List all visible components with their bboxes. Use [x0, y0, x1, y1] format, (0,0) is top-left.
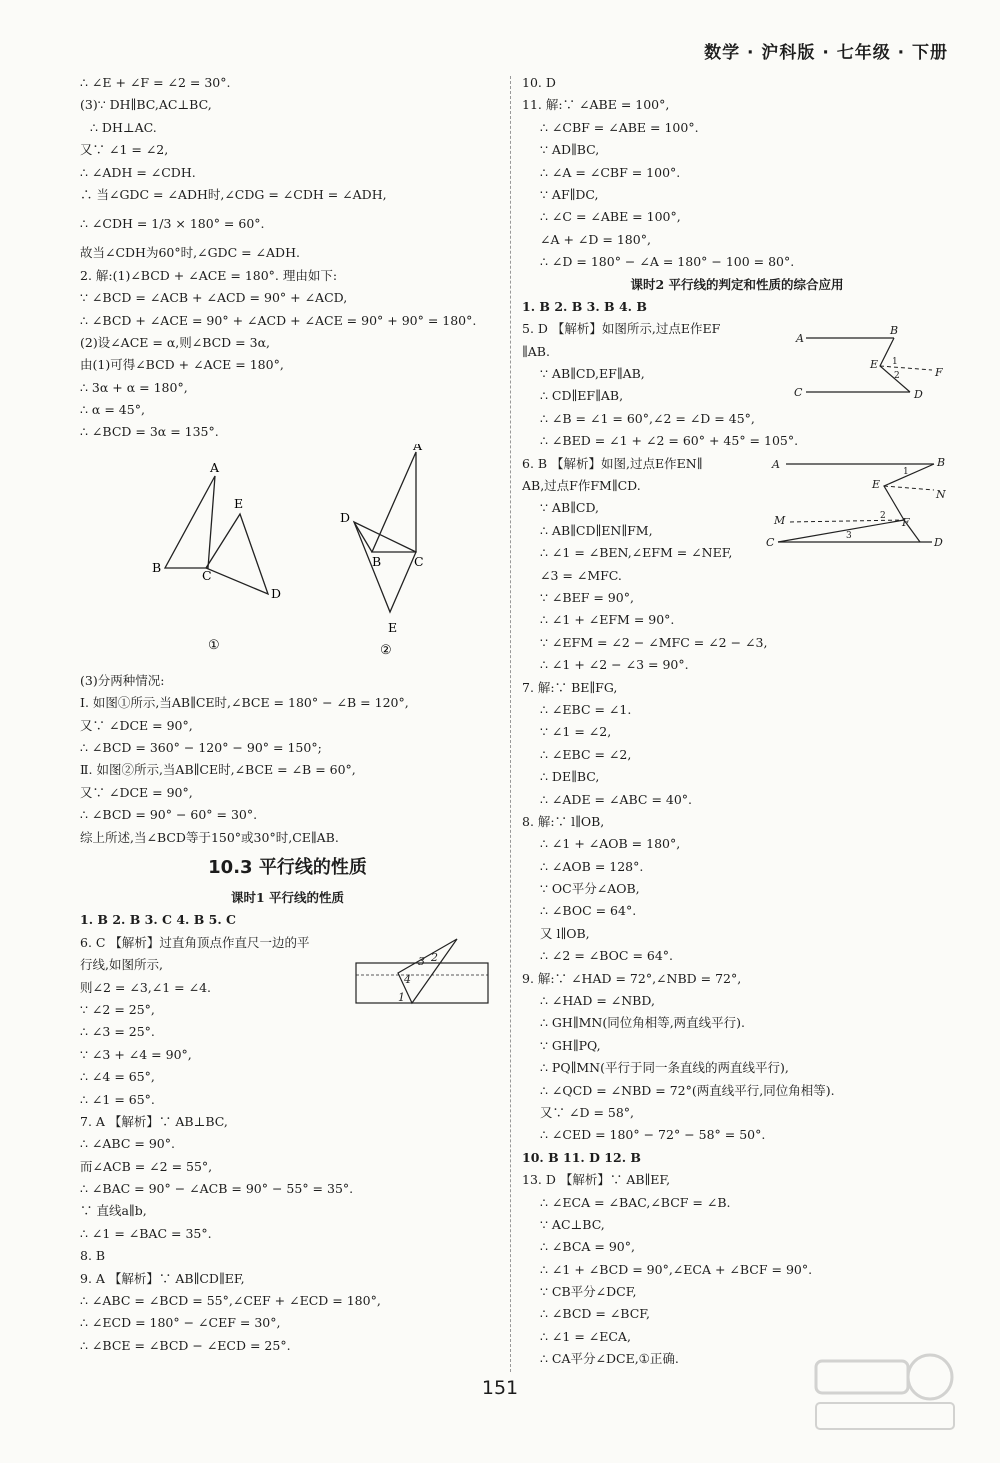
text-line: ∵ ∠BCD = ∠ACB + ∠ACD = 90° + ∠ACD,	[80, 290, 348, 306]
text-line: 8. B	[80, 1248, 106, 1264]
text-line: ∴ GH∥MN(同位角相等,两直线平行).	[540, 1015, 746, 1031]
text-line: 8. 解:∵ l∥OB,	[522, 813, 605, 829]
figure-caption-1: ①	[208, 637, 220, 653]
text-line: ∴ ∠BCD = ∠BCF,	[540, 1306, 650, 1322]
text-line: ∴ ∠BOC = 64°.	[540, 903, 637, 919]
svg-text:1: 1	[903, 467, 909, 477]
text-line: ∴ ∠HAD = ∠NBD,	[540, 993, 655, 1009]
text-line: ∴ α = 45°,	[80, 402, 145, 418]
text-line: ∴ ∠1 = ∠BAC = 35°.	[80, 1225, 212, 1241]
text-line: 10. B 11. D 12. B	[522, 1149, 641, 1165]
text-line: ∵ 直线a∥b,	[80, 1203, 147, 1219]
text-line: Ⅱ. 如图②所示,当AB∥CE时,∠BCE = ∠B = 60°,	[80, 762, 356, 778]
text-line: ∵ AB∥CD,EF∥AB,	[540, 366, 645, 382]
text-line: ∴ ∠CDH = 1/3 × 180° = 60°.	[80, 216, 265, 232]
text-line: ∴ ∠ABC = ∠BCD = 55°,∠CEF + ∠ECD = 180°,	[80, 1293, 381, 1309]
svg-text:2: 2	[880, 511, 886, 521]
text-line: ∠3 = ∠MFC.	[540, 567, 622, 583]
svg-text:C: C	[414, 553, 424, 569]
text-line: ∠A + ∠D = 180°,	[540, 231, 651, 247]
text-line: 1. B 2. B 3. C 4. B 5. C	[80, 912, 237, 928]
svg-text:C: C	[794, 386, 803, 399]
left-column	[80, 72, 495, 1357]
svg-text:A: A	[210, 459, 220, 475]
figure-caption-2: ②	[380, 642, 392, 658]
section-title: 10.3 平行线的性质	[208, 856, 367, 878]
text-line: 故当∠CDH为60°时,∠GDC = ∠ADH.	[80, 245, 300, 261]
text-line: ∴ ∠BCE = ∠BCD − ∠ECD = 25°.	[80, 1337, 291, 1353]
text-line: ∴ ∠1 + ∠AOB = 180°,	[540, 836, 681, 852]
text-line: ∵ ∠2 = 25°,	[80, 1001, 155, 1017]
svg-text:E: E	[872, 478, 881, 491]
text-line: ∵ ∠1 = ∠2,	[540, 724, 612, 740]
text-line: ∵ OC平分∠AOB,	[540, 881, 640, 897]
text-line: ∴ CD∥EF∥AB,	[540, 388, 624, 404]
svg-text:1: 1	[398, 991, 405, 1004]
text-line: ∥AB.	[522, 343, 550, 359]
svg-text:B: B	[152, 559, 162, 575]
lesson-title-2: 课时2 平行线的判定和性质的综合应用	[630, 276, 844, 292]
text-line: ∴ ∠D = 180° − ∠A = 180° − 100 = 80°.	[540, 254, 795, 270]
text-line: 11. 解:∵ ∠ABE = 100°,	[522, 97, 670, 113]
text-line: ∴ DE∥BC,	[540, 769, 600, 785]
ruler-triangle-figure	[354, 935, 494, 1007]
text-line: ∵ ∠EFM = ∠2 − ∠MFC = ∠2 − ∠3,	[540, 634, 768, 650]
svg-text:1: 1	[892, 357, 898, 367]
text-line: ∴ ∠4 = 65°,	[80, 1069, 155, 1085]
text-line: ∴ ∠1 + ∠EFM = 90°.	[540, 612, 675, 628]
text-line: 9. A 【解析】∵ AB∥CD∥EF,	[80, 1270, 245, 1286]
text-line: (3)分两种情况:	[80, 672, 165, 688]
triangle-figures	[80, 444, 495, 670]
text-line: ∴ ∠AOB = 128°.	[540, 858, 644, 874]
text-line: ∴ ∠1 + ∠2 − ∠3 = 90°.	[540, 657, 689, 673]
svg-text:B: B	[937, 456, 946, 469]
text-line: ∵ ∠BEF = 90°,	[540, 589, 634, 605]
text-line: 又∵ ∠D = 58°,	[540, 1104, 635, 1120]
text-line: ∴ ∠ECA = ∠BAC,∠BCF = ∠B.	[540, 1194, 731, 1210]
svg-text:C: C	[766, 536, 775, 549]
text-line: ∴ ∠BCA = 90°,	[540, 1239, 635, 1255]
triangle-figure-diagram	[80, 444, 495, 670]
text-line: ∴ ∠BCD = 90° − 60° = 30°.	[80, 807, 258, 823]
text-line: ∵ AF∥DC,	[540, 186, 599, 202]
svg-text:A: A	[413, 443, 423, 453]
text-line: ∴ CA平分∠DCE,①正确.	[540, 1351, 679, 1367]
svg-text:D: D	[340, 509, 351, 525]
text-line: 行线,如图所示,	[80, 957, 163, 973]
text-line: 6. B 【解析】如图,过点E作EN∥	[522, 455, 703, 471]
text-line: ∴ DH⊥AC.	[90, 119, 157, 135]
text-line: 1. B 2. B 3. B 4. B	[522, 298, 647, 314]
svg-text:A: A	[796, 332, 804, 345]
lesson-title-1: 课时1 平行线的性质	[230, 889, 345, 905]
text-line: 而∠ACB = ∠2 = 55°,	[80, 1158, 213, 1174]
svg-text:2: 2	[894, 371, 900, 381]
text-line: ∵ ∠3 + ∠4 = 90°,	[80, 1046, 192, 1062]
text-line: 又 l∥OB,	[540, 925, 590, 941]
text-line: AB,过点F作FM∥CD.	[522, 478, 641, 494]
text-line: ∴ ∠C = ∠ABE = 100°,	[540, 209, 681, 225]
text-line: ∴ ∠1 + ∠BCD = 90°,∠ECA + ∠BCF = 90°.	[540, 1261, 813, 1277]
parallel-lines-figure-q6	[764, 450, 954, 552]
text-line: ∴ ∠EBC = ∠1.	[540, 701, 632, 717]
text-line: ∴ ∠1 = 65°.	[80, 1091, 155, 1107]
svg-text:D: D	[934, 536, 943, 549]
text-line: ∴ ∠CBF = ∠ABE = 100°.	[540, 119, 699, 135]
text-line: 5. D 【解析】如图所示,过点E作EF	[522, 321, 721, 337]
svg-text:B: B	[372, 553, 382, 569]
text-line: ∵ AB∥CD,	[540, 500, 600, 516]
svg-text:D: D	[914, 388, 923, 401]
text-line: 2. 解:(1)∠BCD + ∠ACE = 180°. 理由如下:	[80, 267, 338, 283]
text-line: ∴ ∠1 = ∠ECA,	[540, 1328, 631, 1344]
text-line: ∴ ∠BCD = 360° − 120° − 90° = 150°;	[80, 740, 322, 756]
text-line: (2)设∠ACE = α,则∠BCD = 3α,	[80, 334, 270, 350]
text-line: 6. C 【解析】过直角顶点作直尺一边的平	[80, 934, 310, 950]
text-line: ∴ ∠EBC = ∠2,	[540, 746, 632, 762]
text-line: ∴ ∠ECD = 180° − ∠CEF = 30°,	[80, 1315, 281, 1331]
text-line: 又∵ ∠DCE = 90°,	[80, 784, 193, 800]
text-line: Ⅰ. 如图①所示,当AB∥CE时,∠BCE = 180° − ∠B = 120°,	[80, 695, 409, 711]
text-line: 综上所述,当∠BCD等于150°或30°时,CE∥AB.	[80, 829, 339, 845]
text-line: ∴ 3α + α = 180°,	[80, 379, 188, 395]
text-line: ∵ CB平分∠DCF,	[540, 1284, 637, 1300]
svg-text:C: C	[202, 567, 212, 583]
watermark-logo	[810, 1349, 960, 1443]
text-line: 9. 解:∵ ∠HAD = 72°,∠NBD = 72°,	[522, 970, 742, 986]
svg-text:E: E	[234, 495, 244, 511]
page-header: 数学 · 沪科版 · 七年级 · 下册	[704, 43, 948, 63]
text-line: ∴ AB∥CD∥EN∥FM,	[540, 522, 653, 538]
text-line: ∴ ∠B = ∠1 = 60°,∠2 = ∠D = 45°,	[540, 410, 755, 426]
text-line: ∴ ∠BCD = 3α = 135°.	[80, 424, 219, 440]
svg-text:E: E	[870, 358, 879, 371]
page-number: 151	[481, 1377, 519, 1399]
column-divider	[510, 76, 511, 1372]
svg-text:2: 2	[431, 951, 438, 964]
svg-text:M: M	[774, 514, 786, 527]
text-line: ∴ ∠3 = 25°.	[80, 1024, 155, 1040]
text-line: ∴ ∠QCD = ∠NBD = 72°(两直线平行,同位角相等).	[540, 1082, 835, 1098]
text-line: 又∵ ∠1 = ∠2,	[80, 142, 169, 158]
text-line: 则∠2 = ∠3,∠1 = ∠4.	[80, 979, 211, 995]
text-line: 由(1)可得∠BCD + ∠ACE = 180°,	[80, 357, 284, 373]
text-line: 又∵ ∠DCE = 90°,	[80, 717, 193, 733]
text-line: ∴ ∠A = ∠CBF = 100°.	[540, 164, 681, 180]
svg-text:A: A	[772, 458, 780, 471]
svg-text:4: 4	[404, 973, 411, 986]
text-line: ∵ AD∥BC,	[540, 142, 600, 158]
text-line: ∴ ∠ABC = 90°.	[80, 1136, 175, 1152]
text-line: ∴ ∠BCD + ∠ACE = 90° + ∠ACD + ∠ACE = 90° + 90° = 180°.	[80, 312, 477, 328]
text-line: ∴ ∠E + ∠F = ∠2 = 30°.	[80, 75, 231, 90]
svg-text:3: 3	[418, 955, 425, 968]
text-line: (3)∵ DH∥BC,AC⊥BC,	[80, 97, 212, 113]
text-line: ∴ 当∠GDC = ∠ADH时,∠CDG = ∠CDH = ∠ADH,	[80, 186, 387, 202]
text-line: ∵ AC⊥BC,	[540, 1216, 605, 1232]
watermark-stamp-icon	[810, 1349, 960, 1439]
text-line: ∴ ∠1 = ∠BEN,∠EFM = ∠NEF,	[540, 545, 733, 561]
text-line: 7. A 【解析】∵ AB⊥BC,	[80, 1113, 228, 1129]
text-line: ∴ ∠ADE = ∠ABC = 40°.	[540, 791, 693, 807]
svg-text:F: F	[902, 516, 910, 529]
text-line: ∵ GH∥PQ,	[540, 1037, 601, 1053]
svg-text:D: D	[271, 585, 282, 601]
svg-text:F: F	[935, 366, 943, 379]
text-line: ∴ ∠ADH = ∠CDH.	[80, 164, 196, 180]
right-column	[522, 72, 952, 1371]
text-line: ∴ ∠CED = 180° − 72° − 58° = 50°.	[540, 1127, 766, 1143]
text-line: ∴ PQ∥MN(平行于同一条直线的两直线平行),	[540, 1060, 789, 1076]
svg-text:E: E	[388, 619, 398, 635]
text-line: ∴ ∠2 = ∠BOC = 64°.	[540, 948, 674, 964]
text-line: 13. D 【解析】∵ AB∥EF,	[522, 1172, 671, 1188]
text-line: ∴ ∠BAC = 90° − ∠ACB = 90° − 55° = 35°.	[80, 1181, 354, 1197]
parallel-lines-figure-q5	[792, 322, 952, 404]
text-line: 10. D	[522, 75, 556, 90]
svg-text:3: 3	[846, 531, 852, 541]
svg-text:N: N	[936, 488, 946, 501]
text-line: 7. 解:∵ BE∥FG,	[522, 679, 618, 695]
text-line: ∴ ∠BED = ∠1 + ∠2 = 60° + 45° = 105°.	[540, 433, 799, 449]
svg-text:B: B	[890, 324, 899, 337]
